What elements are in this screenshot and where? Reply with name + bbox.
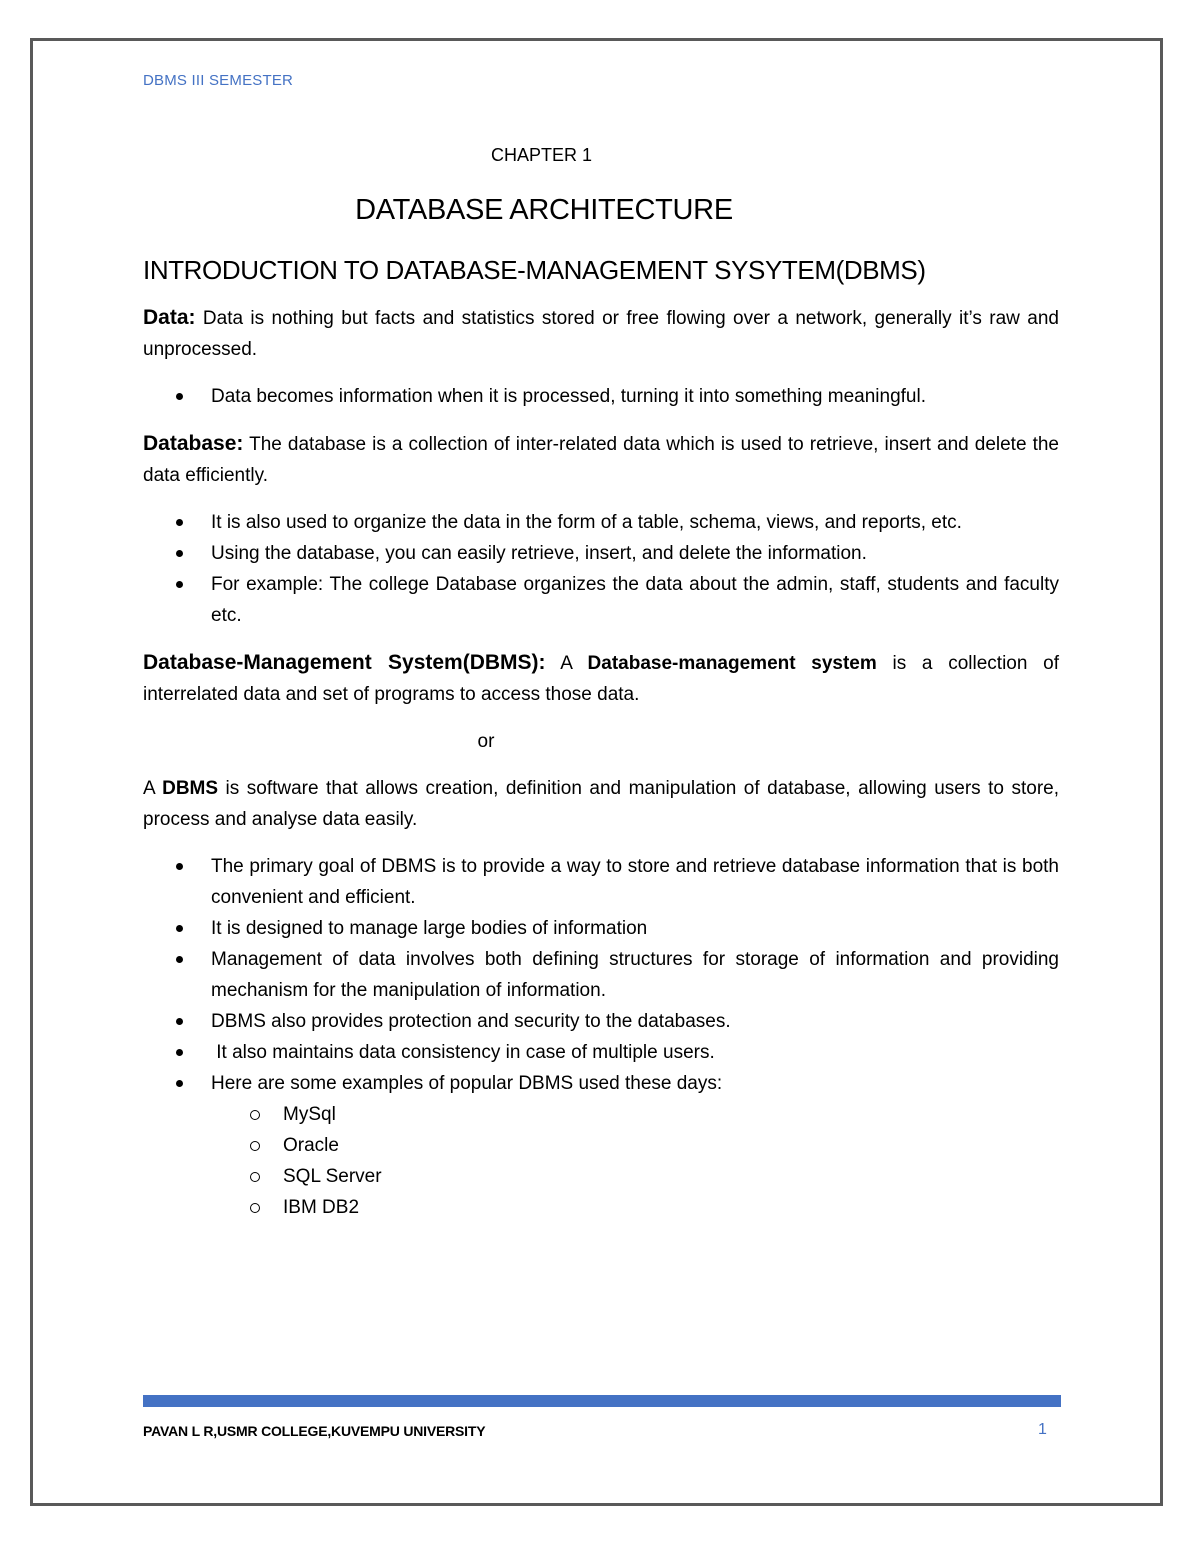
dbms-alt-bold: DBMS <box>162 778 219 799</box>
dbms-bullet-list <box>143 851 1059 1099</box>
database-term: Database: <box>143 432 244 455</box>
list-item <box>143 1006 1059 1037</box>
list-item <box>143 944 1059 1006</box>
database-definition-text: The database is a collection of inter-related data which is used to retrieve, insert and delete the data efficiently. <box>143 434 1059 486</box>
running-header: DBMS III SEMESTER <box>143 72 294 89</box>
example-item-text: IBM DB2 <box>283 1197 360 1218</box>
circle-bullet-icon <box>250 1141 260 1151</box>
dbms-examples-list <box>143 1099 1059 1223</box>
list-item-text: For example: The college Database organizes the data about the admin, staff, students and faculty etc. <box>211 574 1059 626</box>
example-item-text: Oracle <box>283 1135 339 1156</box>
bullet-icon <box>176 863 183 870</box>
circle-bullet-icon <box>250 1110 260 1120</box>
list-item-text: It also maintains data consistency in case of multiple users. <box>211 1042 715 1063</box>
list-item-text: DBMS also provides protection and security to the databases. <box>211 1011 731 1032</box>
database-bullet-list <box>143 507 1059 631</box>
list-item <box>143 1037 1059 1068</box>
example-item-text: SQL Server <box>283 1166 382 1187</box>
list-item <box>143 381 1059 412</box>
data-definition <box>143 302 1059 365</box>
list-item <box>143 913 1059 944</box>
list-item-text: It is also used to organize the data in the form of a table, schema, views, and reports, etc. <box>211 512 962 533</box>
bullet-icon <box>176 550 183 557</box>
list-item <box>143 569 1059 631</box>
dbms-def-bold: Database-management system <box>587 653 877 674</box>
list-item-text: The primary goal of DBMS is to provide a way to store and retrieve database information that is both convenient and efficient. <box>211 856 1059 908</box>
list-item <box>143 851 1059 913</box>
bullet-icon <box>176 925 183 932</box>
bullet-icon <box>176 956 183 963</box>
bullet-icon <box>176 581 183 588</box>
list-item-text: Data becomes information when it is processed, turning it into something meaningful. <box>211 386 926 407</box>
or-separator: or <box>477 731 495 752</box>
data-definition-text: Data is nothing but facts and statistics stored or free flowing over a network, generally it’s raw and unprocessed. <box>143 308 1059 360</box>
database-definition <box>143 428 1059 491</box>
chapter-label: CHAPTER 1 <box>490 145 593 165</box>
example-item <box>143 1161 1059 1192</box>
footer-author: PAVAN L R,USMR COLLEGE,KUVEMPU UNIVERSITY <box>143 1423 486 1439</box>
dbms-def-prefix: A <box>545 653 588 674</box>
dbms-alt-rest: is software that allows creation, definition and manipulation of database, allowing users to store, process and analyse data easily. <box>143 778 1059 830</box>
data-term: Data: <box>143 306 196 329</box>
bullet-icon <box>176 393 183 400</box>
list-item <box>143 1068 1059 1099</box>
bullet-icon <box>176 519 183 526</box>
dbms-alt-prefix: A <box>143 778 163 799</box>
list-item <box>143 538 1059 569</box>
list-item-text: Management of data involves both defining structures for storage of information and providing mechanism for the manipulation of information. <box>211 949 1059 1001</box>
page-title: DATABASE ARCHITECTURE <box>355 194 733 226</box>
footer-rule <box>143 1395 1061 1407</box>
dbms-alt-definition <box>143 773 1059 835</box>
page-number: 1 <box>1038 1421 1047 1438</box>
circle-bullet-icon <box>250 1172 260 1182</box>
list-item-text: Using the database, you can easily retrieve, insert, and delete the information. <box>211 543 867 564</box>
list-item-text: Here are some examples of popular DBMS used these days: <box>211 1073 723 1094</box>
example-item-text: MySql <box>283 1104 336 1125</box>
dbms-def-rest: is a collection of interrelated data and set of programs to access those data. <box>143 653 1059 705</box>
example-item <box>143 1130 1059 1161</box>
dbms-term: Database-Management System(DBMS): <box>143 651 546 674</box>
circle-bullet-icon <box>250 1203 260 1213</box>
bullet-icon <box>176 1018 183 1025</box>
example-item <box>143 1099 1059 1130</box>
document-body <box>143 252 1059 1223</box>
data-bullet-list <box>143 381 1059 412</box>
dbms-definition <box>143 647 1059 710</box>
section-heading: INTRODUCTION TO DATABASE-MANAGEMENT SYSYTEM(DBMS) <box>143 255 926 285</box>
example-item <box>143 1192 1059 1223</box>
list-item-text: It is designed to manage large bodies of information <box>211 918 648 939</box>
bullet-icon <box>176 1049 183 1056</box>
list-item <box>143 507 1059 538</box>
bullet-icon <box>176 1080 183 1087</box>
